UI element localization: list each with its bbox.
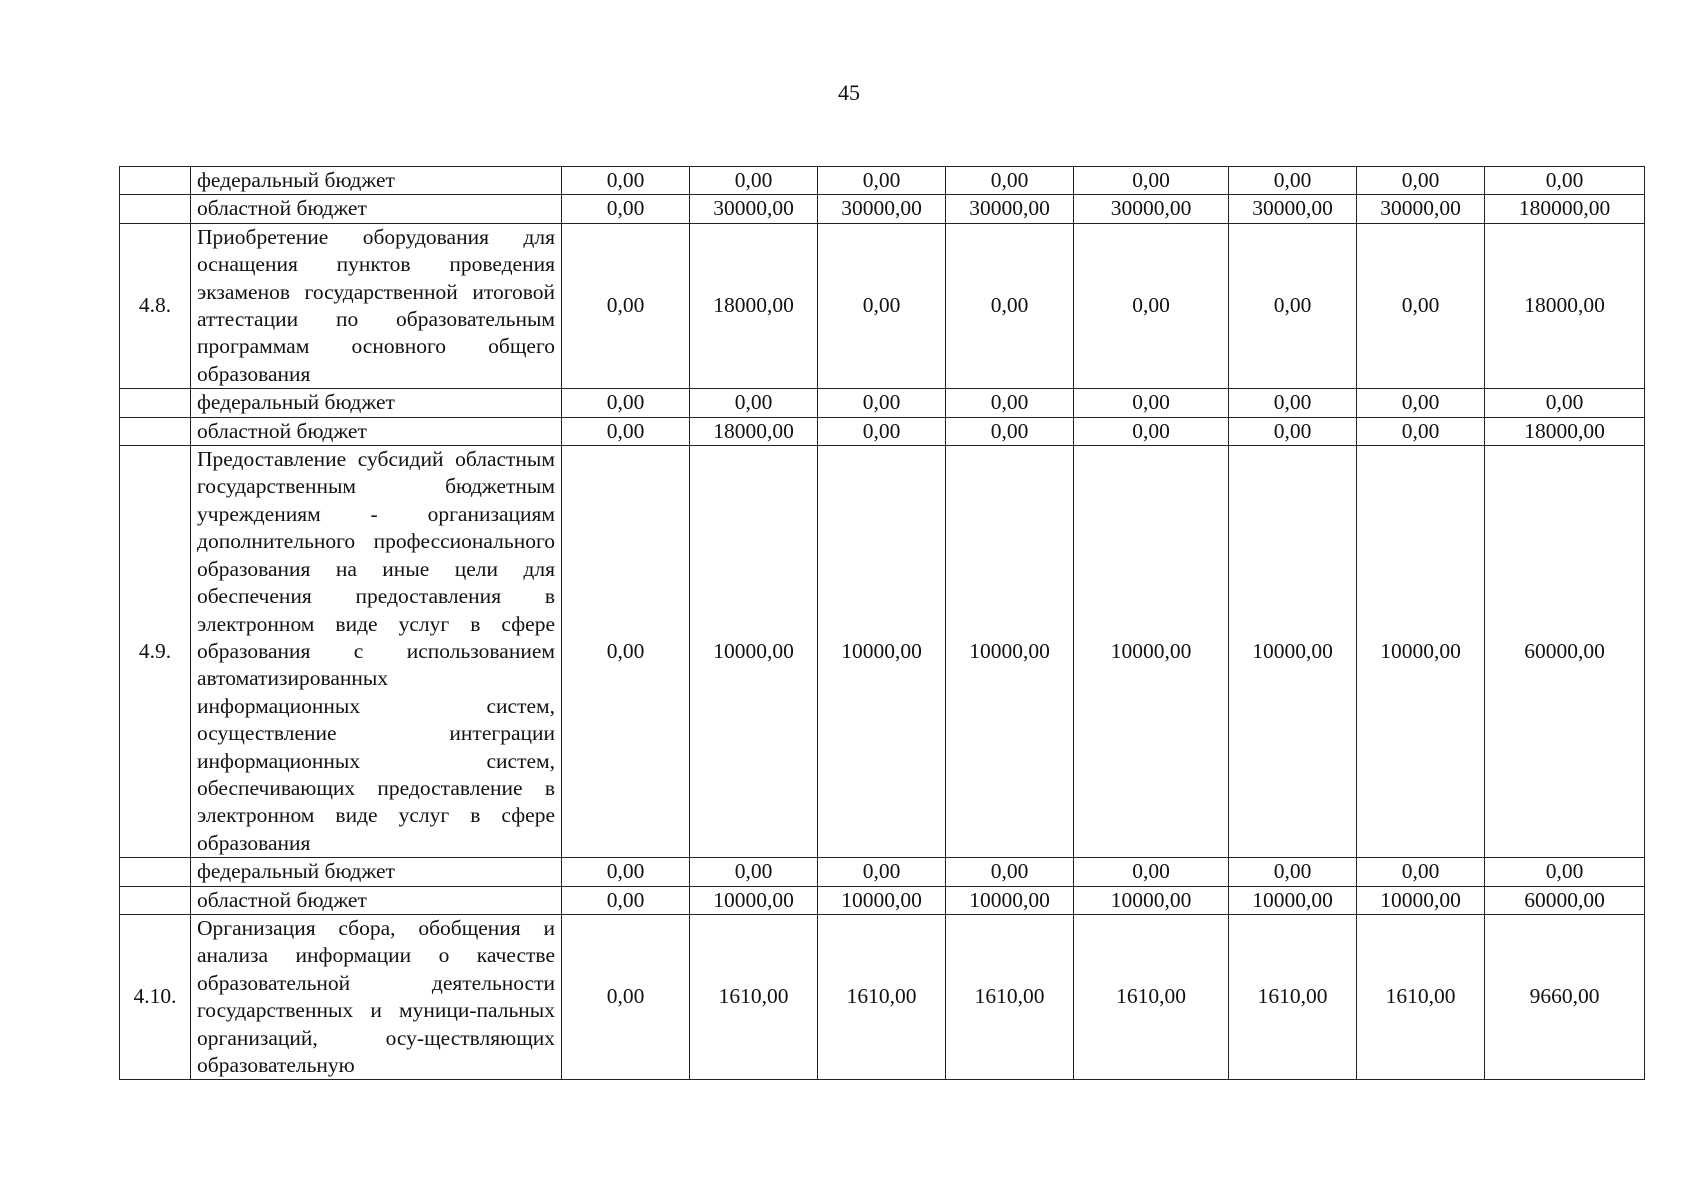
amount-cell: 9660,00	[1485, 914, 1645, 1079]
amount-cell: 1610,00	[690, 914, 818, 1079]
amount-cell: 10000,00	[690, 886, 818, 914]
row-number-cell	[120, 167, 191, 195]
amount-cell: 1610,00	[1357, 914, 1485, 1079]
amount-cell: 0,00	[946, 417, 1074, 445]
amount-cell: 0,00	[1229, 167, 1357, 195]
row-number-cell: 4.8.	[120, 223, 191, 388]
amount-cell: 0,00	[690, 389, 818, 417]
amount-cell: 0,00	[562, 223, 690, 388]
amount-cell: 10000,00	[1074, 886, 1229, 914]
measure-row	[120, 446, 1645, 858]
measure-description: Организация сбора, обобщения и анализа информации о качестве образовательной деятельности государственных и муници-пальных организаций, осу-ществляющих образовательную	[191, 914, 562, 1079]
row-number-cell	[120, 886, 191, 914]
budget-source-label: областной бюджет	[191, 886, 562, 914]
amount-cell: 30000,00	[818, 195, 946, 223]
amount-cell: 0,00	[1485, 389, 1645, 417]
budget-source-label: федеральный бюджет	[191, 389, 562, 417]
amount-cell: 30000,00	[690, 195, 818, 223]
amount-cell: 0,00	[562, 446, 690, 858]
amount-cell: 30000,00	[1357, 195, 1485, 223]
amount-cell: 10000,00	[1229, 446, 1357, 858]
budget-source-row	[120, 167, 1645, 195]
amount-cell: 10000,00	[1074, 446, 1229, 858]
amount-cell: 0,00	[1229, 223, 1357, 388]
amount-cell: 10000,00	[818, 446, 946, 858]
amount-cell: 0,00	[690, 858, 818, 886]
amount-cell: 30000,00	[946, 195, 1074, 223]
amount-cell: 0,00	[1074, 858, 1229, 886]
budget-table	[119, 166, 1645, 1080]
page-number: 45	[838, 80, 860, 105]
amount-cell: 0,00	[690, 167, 818, 195]
amount-cell: 0,00	[818, 417, 946, 445]
amount-cell: 0,00	[562, 914, 690, 1079]
budget-source-row	[120, 195, 1645, 223]
amount-cell: 0,00	[1357, 858, 1485, 886]
amount-cell: 0,00	[1074, 389, 1229, 417]
row-number-cell: 4.9.	[120, 446, 191, 858]
measure-row	[120, 223, 1645, 388]
amount-cell: 0,00	[1357, 223, 1485, 388]
row-number-cell	[120, 858, 191, 886]
amount-cell: 0,00	[1357, 167, 1485, 195]
row-number-cell	[120, 389, 191, 417]
budget-source-row	[120, 886, 1645, 914]
amount-cell: 0,00	[946, 389, 1074, 417]
budget-source-row	[120, 858, 1645, 886]
amount-cell: 10000,00	[946, 886, 1074, 914]
budget-source-row	[120, 417, 1645, 445]
amount-cell: 18000,00	[1485, 223, 1645, 388]
amount-cell: 0,00	[946, 223, 1074, 388]
amount-cell: 1610,00	[946, 914, 1074, 1079]
amount-cell: 1610,00	[818, 914, 946, 1079]
budget-source-label: федеральный бюджет	[191, 167, 562, 195]
amount-cell: 10000,00	[1357, 446, 1485, 858]
amount-cell: 0,00	[1357, 389, 1485, 417]
amount-cell: 180000,00	[1485, 195, 1645, 223]
amount-cell: 1610,00	[1074, 914, 1229, 1079]
budget-source-label: областной бюджет	[191, 195, 562, 223]
budget-table-body	[120, 167, 1645, 1080]
row-number-cell	[120, 417, 191, 445]
amount-cell: 0,00	[1074, 417, 1229, 445]
budget-source-label: федеральный бюджет	[191, 858, 562, 886]
amount-cell: 30000,00	[1074, 195, 1229, 223]
amount-cell: 0,00	[562, 417, 690, 445]
amount-cell: 10000,00	[1357, 886, 1485, 914]
amount-cell: 10000,00	[690, 446, 818, 858]
amount-cell: 0,00	[1229, 858, 1357, 886]
budget-source-row	[120, 389, 1645, 417]
amount-cell: 60000,00	[1485, 886, 1645, 914]
measure-row	[120, 914, 1645, 1079]
amount-cell: 0,00	[1229, 389, 1357, 417]
row-number-cell	[120, 195, 191, 223]
amount-cell: 18000,00	[690, 223, 818, 388]
amount-cell: 1610,00	[1229, 914, 1357, 1079]
amount-cell: 0,00	[562, 389, 690, 417]
measure-description: Приобретение оборудования для оснащения пунктов проведения экзаменов государственной итоговой аттестации по образовательным программам основного общего образования	[191, 223, 562, 388]
amount-cell: 10000,00	[1229, 886, 1357, 914]
amount-cell: 0,00	[818, 167, 946, 195]
amount-cell: 0,00	[1229, 417, 1357, 445]
amount-cell: 0,00	[818, 223, 946, 388]
amount-cell: 10000,00	[946, 446, 1074, 858]
amount-cell: 0,00	[1074, 167, 1229, 195]
amount-cell: 0,00	[818, 858, 946, 886]
amount-cell: 30000,00	[1229, 195, 1357, 223]
amount-cell: 0,00	[946, 858, 1074, 886]
amount-cell: 0,00	[562, 167, 690, 195]
amount-cell: 18000,00	[690, 417, 818, 445]
row-number-cell: 4.10.	[120, 914, 191, 1079]
amount-cell: 0,00	[818, 389, 946, 417]
amount-cell: 0,00	[562, 195, 690, 223]
amount-cell: 0,00	[1485, 167, 1645, 195]
amount-cell: 10000,00	[818, 886, 946, 914]
amount-cell: 0,00	[1485, 858, 1645, 886]
amount-cell: 0,00	[1074, 223, 1229, 388]
budget-source-label: областной бюджет	[191, 417, 562, 445]
measure-description: Предоставление субсидий областным государственным бюджетным учреждениям - организациям дополнительного профессионального образования на иные цели для обеспечения предоставления в электронном виде услуг в сфере образования с использованием автоматизированных информационных систем, осуществление интеграции информационных систем, обеспечивающих предоставление в электронном виде услуг в сфере образования	[191, 446, 562, 858]
amount-cell: 0,00	[1357, 417, 1485, 445]
amount-cell: 60000,00	[1485, 446, 1645, 858]
amount-cell: 0,00	[562, 858, 690, 886]
amount-cell: 0,00	[562, 886, 690, 914]
amount-cell: 0,00	[946, 167, 1074, 195]
amount-cell: 18000,00	[1485, 417, 1645, 445]
